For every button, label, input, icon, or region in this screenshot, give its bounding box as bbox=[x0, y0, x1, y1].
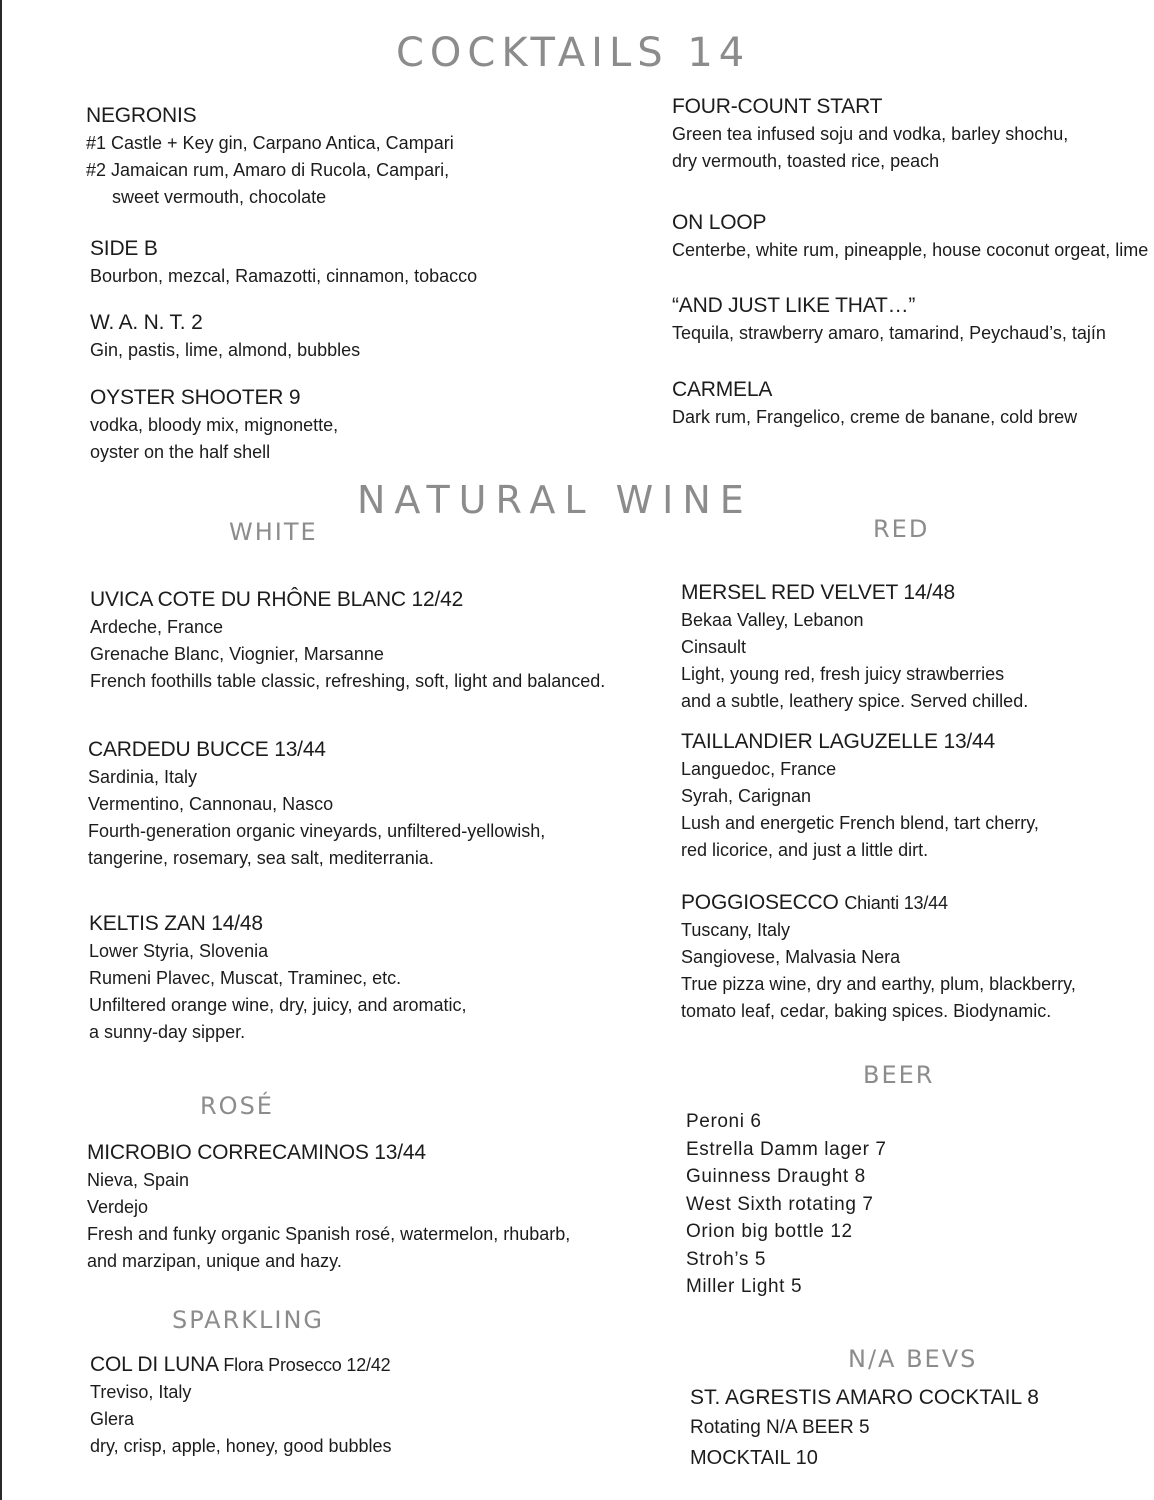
list-item: ST. AGRESTIS AMARO COCKTAIL 8 bbox=[690, 1386, 1039, 1409]
wine-taillandier bbox=[681, 730, 1039, 864]
wine-detail: red licorice, and just a little dirt. bbox=[681, 840, 929, 860]
cocktail-desc: Tequila, strawberry amaro, tamarind, Peychaud’s, tajín bbox=[672, 323, 1106, 343]
cocktail-desc: dry vermouth, toasted rice, peach bbox=[672, 151, 940, 171]
list-item: Rotating N/A BEER 5 bbox=[690, 1417, 870, 1438]
wine-cardedu bbox=[88, 738, 545, 872]
left-border bbox=[0, 0, 2, 1500]
cocktail-on-loop bbox=[672, 211, 1148, 264]
list-item: Orion big bottle 12 bbox=[686, 1221, 853, 1242]
wine-detail: Sangiovese, Malvasia Nera bbox=[681, 947, 901, 967]
cocktail-desc: oyster on the half shell bbox=[90, 442, 271, 462]
wine-detail: Vermentino, Cannonau, Nasco bbox=[88, 794, 334, 814]
wine-detail: Lower Styria, Slovenia bbox=[89, 941, 269, 961]
cocktail-desc: Dark rum, Frangelico, creme de banane, cold brew bbox=[672, 407, 1078, 427]
cocktail-name: CARMELA bbox=[672, 378, 773, 401]
section-white: WHITE bbox=[229, 518, 318, 546]
wine-name: UVICA COTE DU RHÔNE BLANC 12/42 bbox=[90, 588, 464, 611]
wine-poggiosecco bbox=[681, 891, 1076, 1025]
cocktail-carmela bbox=[672, 378, 1077, 431]
cocktail-want-2 bbox=[90, 311, 360, 364]
section-sparkling: SPARKLING bbox=[172, 1306, 325, 1334]
section-na-bevs: N/A BEVS bbox=[848, 1345, 978, 1373]
wine-detail: Cinsault bbox=[681, 637, 747, 657]
cocktail-desc: Green tea infused soju and vodka, barley shochu, bbox=[672, 124, 1069, 144]
wine-detail: tangerine, rosemary, sea salt, mediterrania. bbox=[88, 848, 434, 868]
cocktail-negronis bbox=[86, 104, 454, 211]
list-item: Guinness Draught 8 bbox=[686, 1166, 866, 1187]
wine-name: MICROBIO CORRECAMINOS 13/44 bbox=[87, 1141, 426, 1164]
cocktail-name: “AND JUST LIKE THAT…” bbox=[672, 294, 916, 317]
wine-name bbox=[90, 1353, 392, 1377]
cocktail-desc: sweet vermouth, chocolate bbox=[112, 187, 327, 207]
section-beer: BEER bbox=[863, 1061, 935, 1089]
cocktail-name: FOUR-COUNT START bbox=[672, 95, 883, 118]
wine-detail: Languedoc, France bbox=[681, 759, 837, 779]
cocktail-desc: Bourbon, mezcal, Ramazotti, cinnamon, tobacco bbox=[90, 266, 478, 286]
cocktail-name: OYSTER SHOOTER 9 bbox=[90, 386, 301, 409]
beer-list bbox=[686, 1108, 887, 1301]
cocktail-desc: vodka, bloody mix, mignonette, bbox=[90, 415, 339, 435]
cocktail-desc: #1 Castle + Key gin, Carpano Antica, Campari bbox=[86, 133, 454, 153]
cocktail-name: NEGRONIS bbox=[86, 104, 197, 127]
cocktail-name: W. A. N. T. 2 bbox=[90, 311, 203, 334]
wine-detail: and marzipan, unique and hazy. bbox=[87, 1251, 342, 1271]
wine-detail: Grenache Blanc, Viognier, Marsanne bbox=[90, 644, 384, 664]
list-item: Estrella Damm lager 7 bbox=[686, 1138, 887, 1160]
list-item: Miller Light 5 bbox=[686, 1276, 803, 1297]
wine-name-main: POGGIOSECCO bbox=[681, 891, 839, 914]
list-item: Stroh’s 5 bbox=[686, 1248, 767, 1270]
cocktail-name: SIDE B bbox=[90, 237, 158, 260]
wine-name: CARDEDU BUCCE 13/44 bbox=[88, 738, 326, 761]
wine-detail: and a subtle, leathery spice. Served chilled. bbox=[681, 691, 1029, 711]
wine-name bbox=[681, 891, 1076, 915]
wine-detail: French foothills table classic, refreshing, soft, light and balanced. bbox=[90, 671, 606, 691]
wine-detail: Bekaa Valley, Lebanon bbox=[681, 610, 864, 630]
natural-wine-title: NATURAL WINE bbox=[357, 478, 753, 522]
wine-detail: a sunny-day sipper. bbox=[89, 1022, 246, 1042]
wine-name: MERSEL RED VELVET 14/48 bbox=[681, 581, 955, 604]
wine-detail: Rumeni Plavec, Muscat, Traminec, etc. bbox=[89, 968, 402, 988]
cocktail-desc: Gin, pastis, lime, almond, bubbles bbox=[90, 340, 361, 360]
wine-name-sub: Flora Prosecco 12/42 bbox=[223, 1355, 391, 1375]
wine-detail: Fourth-generation organic vineyards, unfiltered-yellowish, bbox=[88, 821, 546, 841]
list-item: West Sixth rotating 7 bbox=[686, 1193, 874, 1215]
na-bevs-list bbox=[690, 1383, 1039, 1473]
wine-detail: Lush and energetic French blend, tart cherry, bbox=[681, 813, 1039, 833]
cocktail-four-count-start bbox=[672, 95, 1068, 175]
wine-detail: Fresh and funky organic Spanish rosé, watermelon, rhubarb, bbox=[87, 1224, 571, 1244]
wine-keltis bbox=[89, 912, 467, 1046]
wine-detail: Treviso, Italy bbox=[90, 1382, 192, 1402]
cocktails-title: COCKTAILS 14 bbox=[396, 30, 751, 76]
cocktail-and-just-like-that bbox=[672, 294, 1106, 347]
wine-name: TAILLANDIER LAGUZELLE 13/44 bbox=[681, 730, 996, 753]
list-item: MOCKTAIL 10 bbox=[690, 1447, 818, 1469]
cocktail-oyster-shooter bbox=[90, 386, 338, 466]
cocktail-desc: Centerbe, white rum, pineapple, house coconut orgeat, lime bbox=[672, 240, 1149, 260]
wine-detail: True pizza wine, dry and earthy, plum, blackberry, bbox=[681, 974, 1076, 994]
wine-name-main: COL DI LUNA bbox=[90, 1353, 218, 1376]
wine-detail: Nieva, Spain bbox=[87, 1170, 190, 1190]
wine-detail: Tuscany, Italy bbox=[681, 920, 791, 940]
wine-detail: Verdejo bbox=[87, 1197, 149, 1217]
wine-mersel bbox=[681, 581, 1028, 715]
wine-detail: Ardeche, France bbox=[90, 617, 224, 637]
list-item: Peroni 6 bbox=[686, 1111, 762, 1132]
wine-name-sub: Chianti 13/44 bbox=[844, 893, 948, 913]
wine-uvica bbox=[90, 588, 605, 695]
wine-detail: Sardinia, Italy bbox=[88, 767, 198, 787]
section-rose: ROSÉ bbox=[200, 1092, 274, 1120]
wine-detail: Unfiltered orange wine, dry, juicy, and aromatic, bbox=[89, 995, 467, 1015]
wine-detail: Light, young red, fresh juicy strawberries bbox=[681, 664, 1005, 684]
cocktail-desc: #2 Jamaican rum, Amaro di Rucola, Campari, bbox=[86, 160, 450, 180]
wine-detail: dry, crisp, apple, honey, good bubbles bbox=[90, 1436, 392, 1456]
wine-detail: Syrah, Carignan bbox=[681, 786, 812, 806]
wine-name: KELTIS ZAN 14/48 bbox=[89, 912, 263, 935]
wine-microbio bbox=[87, 1141, 570, 1275]
wine-detail: tomato leaf, cedar, baking spices. Biodynamic. bbox=[681, 1001, 1052, 1021]
cocktail-side-b bbox=[90, 237, 477, 290]
wine-col-di-luna bbox=[90, 1353, 392, 1460]
wine-detail: Glera bbox=[90, 1409, 135, 1429]
cocktail-name: ON LOOP bbox=[672, 211, 767, 234]
section-red: RED bbox=[873, 515, 930, 543]
